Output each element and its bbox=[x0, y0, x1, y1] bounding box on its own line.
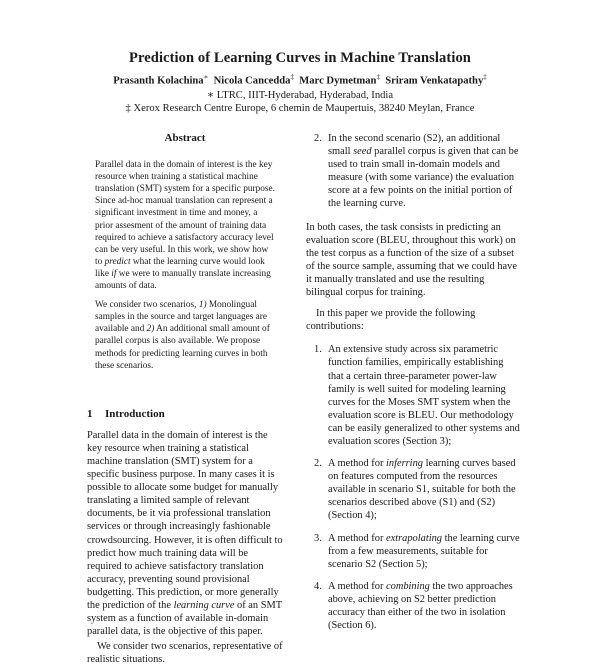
author-mark: ‡ bbox=[290, 73, 294, 81]
introduction-body bbox=[87, 429, 283, 666]
right-column bbox=[306, 132, 520, 641]
abstract-paragraph: We consider two scenarios, 1) Monolingual samples in the source and target languages are available and 2) An additional small amount of parallel corpus is also available. We propose methods for predicting learning curves in both these scenarios. bbox=[95, 300, 270, 371]
list-marker: 2. bbox=[314, 458, 322, 470]
contribution-list bbox=[306, 343, 520, 632]
abstract-heading: Abstract bbox=[164, 132, 206, 144]
author-name: Sriram Venkatapathy bbox=[385, 75, 484, 87]
list-item: 1. An extensive study across six parametric function families, empirically establishing that a certain three-parameter power-law family is well suited for modeling learning curves for the Moses SMT system when the evaluation score is BLEU. Our methodology can be easily generalized to other systems and evaluation scores (Section 3); bbox=[314, 344, 520, 447]
author-name: Marc Dymetman bbox=[299, 75, 377, 87]
list-marker: 4. bbox=[314, 580, 322, 592]
scenario-list bbox=[306, 132, 520, 211]
list-item: 4. A method for combining the two approaches above, achieving on S2 better prediction accuracy than either of the two in isolation (Section 6). bbox=[314, 580, 513, 632]
list-marker: 1. bbox=[314, 344, 322, 356]
abstract-body bbox=[95, 159, 275, 372]
section-heading bbox=[87, 408, 283, 421]
list-marker: 3. bbox=[314, 532, 322, 544]
paper-title: Prediction of Learning Curves in Machine Translation bbox=[129, 50, 471, 66]
author-name: Prasanth Kolachina bbox=[113, 75, 204, 87]
author-mark: ‡ bbox=[483, 73, 487, 81]
affiliation: ‡ Xerox Research Centre Europe, 6 chemin de Maupertuis, 38240 Meylan, France bbox=[125, 103, 475, 114]
body-paragraph: We consider two scenarios, representative of realistic situations. bbox=[87, 641, 283, 666]
list-marker: 2. bbox=[314, 133, 322, 144]
author-mark: ‡ bbox=[376, 73, 380, 81]
section-title: Introduction bbox=[105, 407, 165, 420]
list-item: 2. In the second scenario (S2), an additional small seed parallel corpus is given that can be used to train small in-domain models and measure (with some variance) the evaluation score at a few points on the initial portion of the learning curve. bbox=[314, 133, 519, 210]
author-list bbox=[0, 73, 600, 87]
author-name: Nicola Cancedda bbox=[213, 75, 291, 87]
list-item: 3. A method for extrapolating the learning curve from a few measurements, suitable for scenario S2 (Section 5); bbox=[314, 532, 520, 570]
section-number: 1 bbox=[87, 407, 93, 420]
body-paragraph: Parallel data in the domain of interest is the key resource when training a statistical machine translation (SMT) system for a specific business purpose. In many cases it is possible to allocate some budget for manually translating a limited sample of relevant documents, be it via professional translation services or through increasingly fashionable crowdsourcing. However, it is often difficult to predict how much training data will be required to achieve satisfactory translation accuracy, preventing sound provisional budgetting. This prediction, or more generally the prediction of the learning curve of an SMT system as a function of available in-domain parallel data, is the objective of this paper. bbox=[87, 429, 283, 638]
body-paragraph: In this paper we provide the following contributions: bbox=[306, 308, 476, 333]
list-item: 2. A method for inferring learning curves based on features computed from the resources available in scenario S1, suitable for both the scenarios described above (S1) and (S2) (Section 4); bbox=[314, 458, 516, 522]
affiliation: ∗ LTRC, IIIT-Hyderabad, Hyderabad, India bbox=[206, 90, 394, 101]
abstract-paragraph: Parallel data in the domain of interest is the key resource when training a statistical machine translation (SMT) system for a specific purpose. Since ad-hoc manual translation can represent a significant investment in time and money, a prior assesment of the amount of training data required to achieve a satisfactory accuracy level can be very useful. In this work, we show how to predict what the learning curve would look like if we were to manually translate increasing amounts of data. bbox=[95, 160, 275, 292]
body-paragraph: In both cases, the task consists in predicting an evaluation score (BLEU, throughout this work) on the test corpus as a function of the size of a subset of the source sample, assuming that we could have it manually translated and use the resulting bilingual corpus for training. bbox=[306, 221, 517, 299]
author-mark: ∗ bbox=[203, 73, 209, 81]
left-column bbox=[87, 132, 283, 666]
